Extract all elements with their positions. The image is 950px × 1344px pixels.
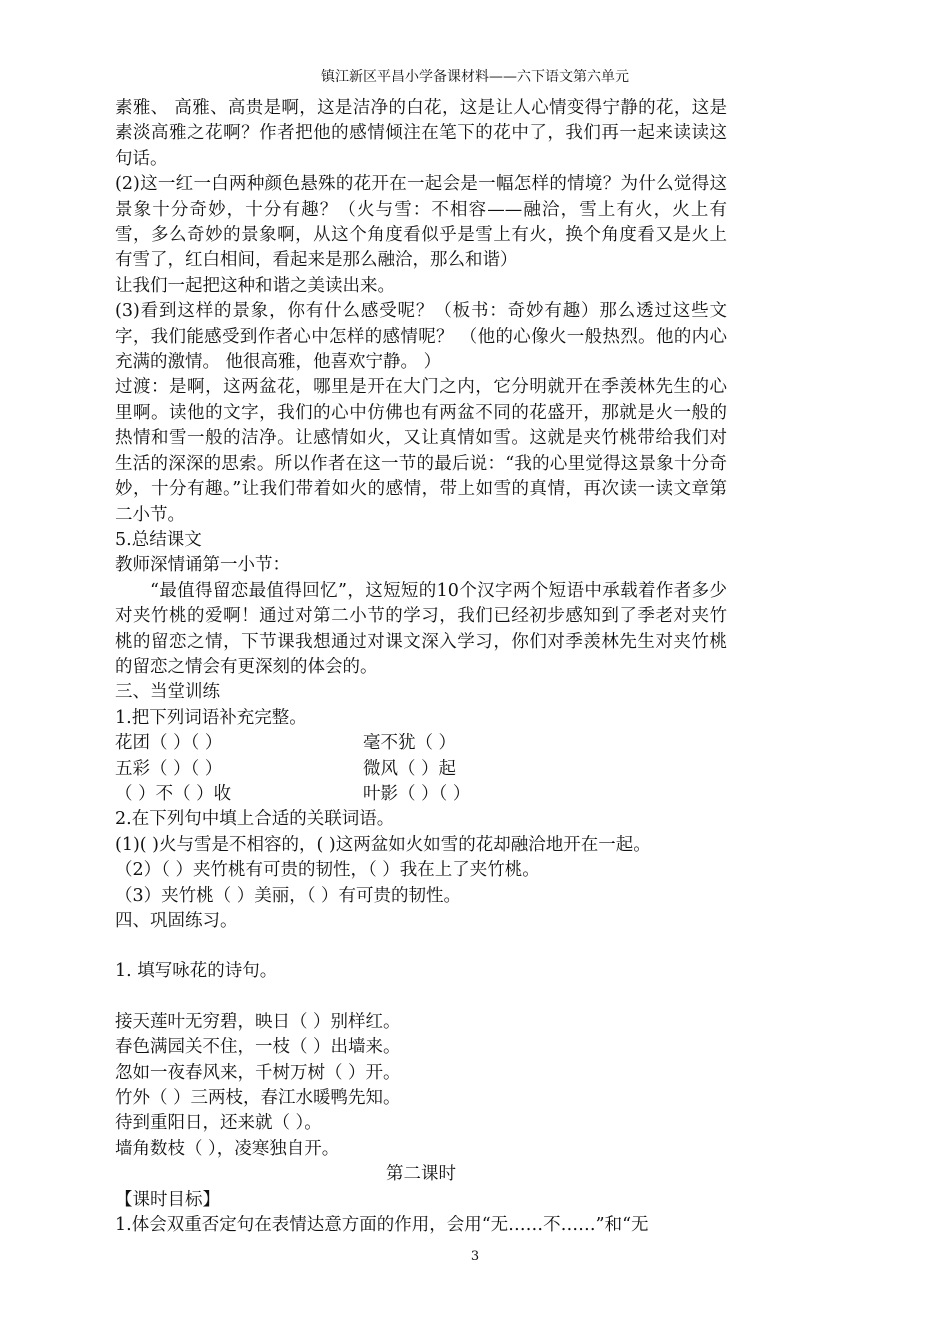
spacer (115, 985, 727, 1010)
paragraph: 过渡：是啊，这两盆花，哪里是开在大门之内，它分明就开在季羡林先生的心里啊。读他的文字，我们的心中仿佛也有两盆不同的花盛开，那就是火一般的热情和雪一般的洁净。让感情如火，又让真情如雪。这就是夹竹桃带给我们对生活的深深的思索。所以作者在这一节的最后说：“我的心里觉得这景象十分奇妙，十分有趣。”让我们带着如火的感情，带上如雪的真情，再次读一读文章第二小节。 (115, 377, 727, 525)
poem-line: 接天莲叶无穷碧，映日（ ）别样红。 (115, 1011, 401, 1032)
exercise-item: (1)( )火与雪是不相容的，( )这两盆如火如雪的花却融洽地开在一起。 (115, 834, 651, 855)
section-heading: 四、巩固练习。 (115, 911, 238, 931)
exercise-item: （2）（ ）夹竹桃有可贵的韧性，（ ）我在上了夹竹桃。 (115, 860, 540, 881)
objectives-heading: 【课时目标】 (115, 1189, 220, 1210)
poem-line: 待到重阳日，还来就（ ）。 (115, 1113, 322, 1134)
page-number: 3 (470, 1249, 480, 1264)
exercise-title: 1.把下列词语补充完整。 (115, 707, 307, 728)
word-item: 微风（ ）起 (363, 758, 457, 779)
objective-item: 1.体会双重否定句在表情达意方面的作用，会用“无……不……”和“无 (115, 1215, 649, 1236)
poem-line: 墙角数枝（ ），凌寒独自开。 (115, 1138, 340, 1159)
word-pair-row (115, 782, 727, 807)
poem-line: 春色满园关不住，一枝（ ）出墙来。 (115, 1037, 401, 1058)
word-item: 花团（ ）（ ） (115, 733, 223, 754)
word-item: 毫不犹（ ） (363, 733, 457, 754)
document-body (115, 96, 727, 1238)
poem-line: 竹外（ ）三两枝，春江水暖鸭先知。 (115, 1088, 401, 1109)
exercise-title: 2.在下列句中填上合适的关联词语。 (115, 809, 395, 830)
word-item: 叶影（ ）（ ） (363, 783, 471, 804)
paragraph: 素雅、 高雅、高贵是啊，这是洁净的白花，这是让人心情变得宁静的花，这是素淡高雅之花啊？作者把他的感情倾注在笔下的花中了，我们再一起来读读这句话。 (115, 98, 727, 169)
paragraph: 让我们一起把这种和谐之美读出来。 (115, 275, 395, 296)
section-heading: 三、当堂训练 (115, 682, 220, 703)
paragraph: 教师深情诵第一小节： (115, 555, 290, 576)
section-heading: 5.总结课文 (115, 529, 202, 550)
exercise-title: 1. 填写咏花的诗句。 (115, 961, 278, 982)
paragraph: “最值得留恋最值得回忆”，这短短的10个汉字两个短语中承载着作者多少对夹竹桃的爱啊！通过对第二小节的学习，我们已经初步感知到了季老对夹竹桃的留恋之情，下节课我想通过对课文深入学习，你们对季羡林先生对夹竹桃的留恋之情会有更深刻的体会的。 (115, 580, 727, 677)
exercise-item: （3）夹竹桃（ ）美丽，（ ）有可贵的韧性。 (115, 885, 462, 906)
lesson-title: 第二课时 (386, 1164, 456, 1185)
paragraph: (3)看到这样的景象，你有什么感受呢？（板书：奇妙有趣）那么透过这些文字，我们能感受到作者心中怎样的感情呢？ （他的心像火一般热烈。他的内心充满的激情。 他很高雅，他喜欢宁静。 ） (115, 301, 727, 373)
word-item: （ ）不（ ）收 (115, 783, 232, 804)
word-pair-row (115, 731, 727, 756)
word-pair-row (115, 757, 727, 782)
spacer (115, 934, 727, 959)
word-item: 五彩（ ）（ ） (115, 758, 223, 779)
paragraph: (2)这一红一白两种颜色悬殊的花开在一起会是一幅怎样的情境？为什么觉得这景象十分奇妙，十分有趣？（火与雪：不相容——融洽，雪上有火，火上有雪，多么奇妙的景象啊，从这个角度看似乎是雪上有火，换个角度看又是火上有雪了，红白相间，看起来是那么融洽，那么和谐） (115, 174, 727, 271)
page-header: 镇江新区平昌小学备课材料——六下语文第六单元 (321, 69, 629, 85)
poem-line: 忽如一夜春风来，千树万树（ ）开。 (115, 1062, 401, 1083)
